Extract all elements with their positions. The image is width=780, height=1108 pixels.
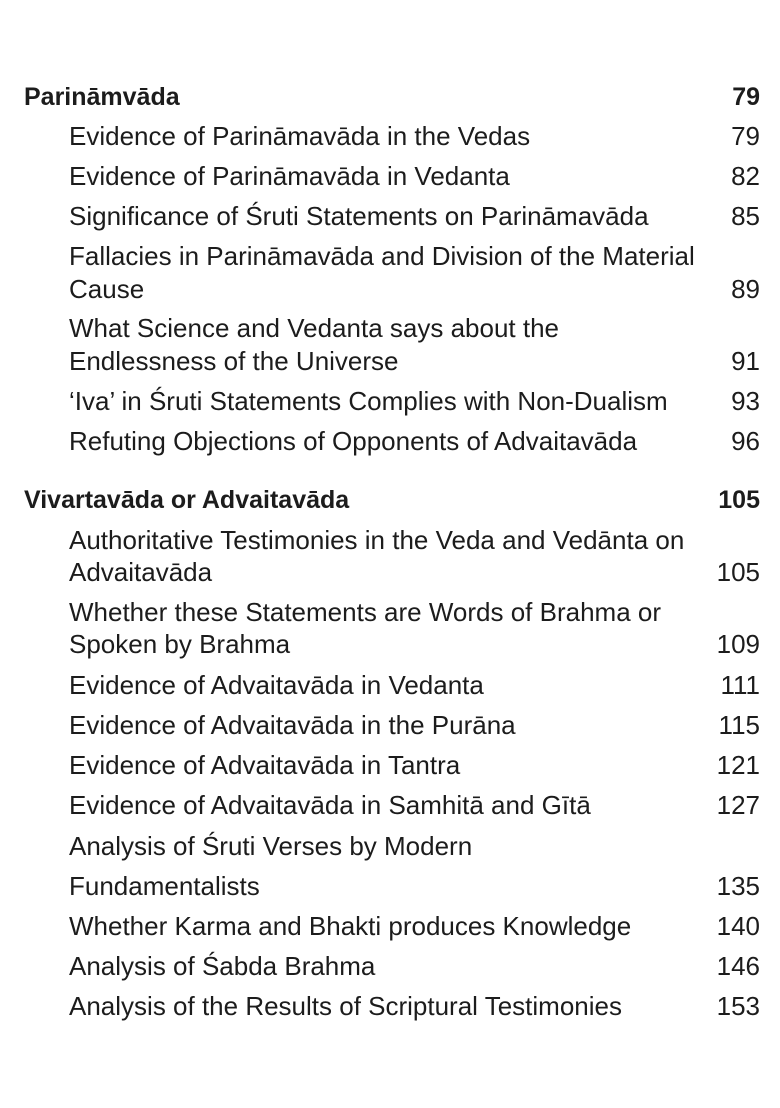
toc-entry: Evidence of Advaitavāda in Vedanta (69, 670, 484, 700)
toc-entry-page: 89 (731, 274, 760, 304)
toc-entry-page: 96 (731, 426, 760, 456)
toc-entry-continuation: Fundamentalists (69, 871, 260, 901)
toc-entry-page: 109 (716, 629, 760, 659)
toc-entry: Authoritative Testimonies in the Veda and Vedānta on (69, 525, 685, 555)
toc-entry: Whether Karma and Bhakti produces Knowledge (69, 911, 632, 941)
toc-entry-page: 82 (731, 161, 760, 191)
section-page-number: 79 (732, 83, 760, 111)
toc-entry-page: 91 (731, 346, 760, 376)
toc-entry: Evidence of Advaitavāda in the Purāna (69, 710, 516, 740)
toc-entry: Fallacies in Parināmavāda and Division of the Material (69, 241, 695, 271)
section-title: Parināmvāda (24, 83, 180, 111)
toc-entry-continuation: Advaitavāda (69, 557, 213, 587)
toc-entry-page: 111 (720, 670, 760, 700)
toc-entry-page: 146 (716, 951, 760, 981)
toc-entry-page: 135 (716, 871, 760, 901)
toc-entry: What Science and Vedanta says about the (69, 313, 560, 343)
toc-entry-page: 153 (716, 991, 760, 1021)
toc-entry: Evidence of Parināmavāda in the Vedas (69, 121, 531, 151)
toc-entry: Whether these Statements are Words of Brahma or (69, 597, 662, 627)
toc-entry: Analysis of Śruti Verses by Modern (69, 831, 473, 861)
toc-entry-page: 85 (731, 201, 760, 231)
toc-entry: Significance of Śruti Statements on Parināmavāda (69, 201, 649, 231)
toc-entry: Analysis of the Results of Scriptural Testimonies (69, 991, 622, 1021)
toc-entry-page: 121 (716, 750, 760, 780)
toc-entry: Evidence of Parināmavāda in Vedanta (69, 161, 510, 191)
toc-entry-page: 93 (731, 386, 760, 416)
toc-entry: Evidence of Advaitavāda in Tantra (69, 750, 461, 780)
toc-entry-page: 79 (731, 121, 760, 151)
toc-entry: Analysis of Śabda Brahma (69, 951, 376, 981)
toc-entry-page: 105 (716, 557, 760, 587)
toc-entry: ‘Iva’ in Śruti Statements Complies with Non-Dualism (69, 386, 668, 416)
toc-entry-page: 127 (716, 790, 760, 820)
toc-entry-continuation: Spoken by Brahma (69, 629, 291, 659)
toc-entry-continuation: Cause (69, 274, 145, 304)
toc-entry: Refuting Objections of Opponents of Advaitavāda (69, 426, 638, 456)
section-page-number: 105 (718, 486, 760, 514)
toc-entry: Evidence of Advaitavāda in Samhitā and Gītā (69, 790, 591, 820)
toc-entry-page: 115 (718, 710, 760, 740)
section-title: Vivartavāda or Advaitavāda (24, 486, 350, 514)
toc-entry-page: 140 (716, 911, 760, 941)
toc-entry-continuation: Endlessness of the Universe (69, 346, 399, 376)
